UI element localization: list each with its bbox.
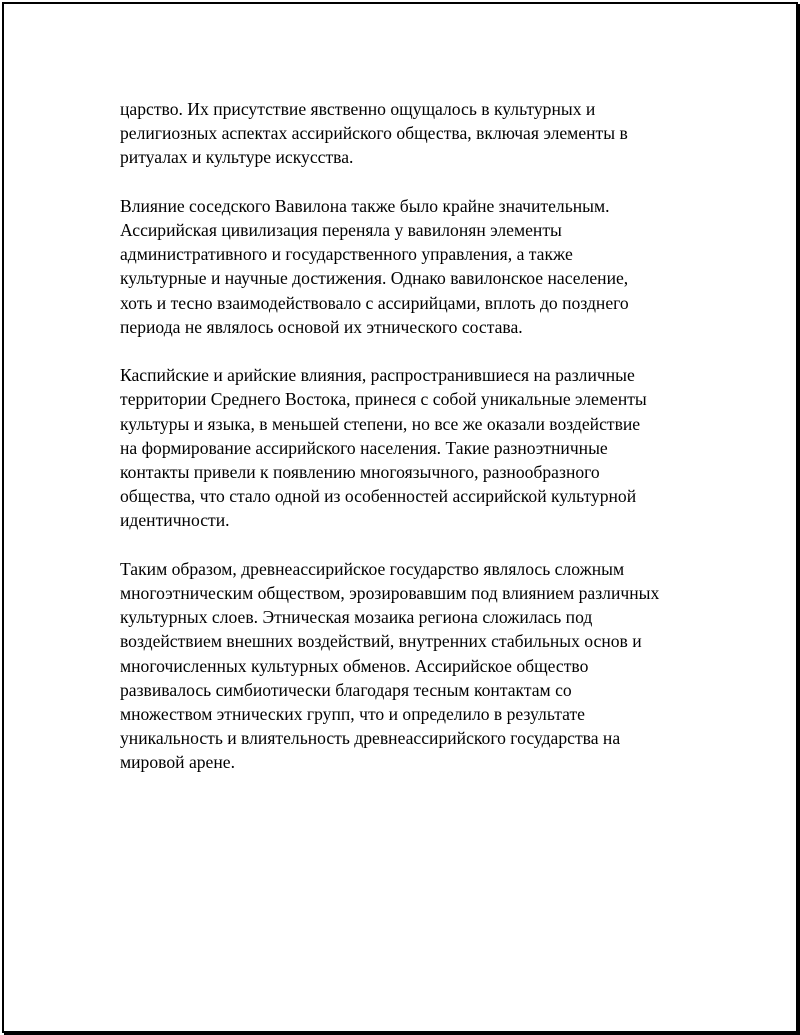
text-line: уникальность и влиятельность древнеассирийского государства на <box>120 728 621 749</box>
text-line: множеством этнических групп, что и определило в результате <box>120 704 585 725</box>
text-line: на формирование ассирийского населения. Такие разноэтничные <box>120 437 608 458</box>
text-line: Влияние соседского Вавилона также было крайне значительным. <box>120 195 610 216</box>
text-line: культурные и научные достижения. Однако вавилонское население, <box>120 268 629 289</box>
text-line: общества, что стало одной из особенностей ассирийской культурной <box>120 486 637 507</box>
paragraph-2 <box>120 194 700 339</box>
document-body <box>120 97 700 799</box>
text-line: Ассирийская цивилизация переняла у вавилонян элементы <box>120 220 562 240</box>
document-page <box>2 2 798 1033</box>
text-line: воздействием внешних воздействий, внутренних стабильных основ и <box>120 631 642 652</box>
text-line: контакты привели к появлению многоязычного, разнообразного <box>120 462 600 483</box>
text-line: Таким образом, древнеассирийское государство являлось сложным <box>120 558 625 579</box>
text-line: ритуалах и культуре искусства. <box>120 147 354 168</box>
text-line: периода не являлось основой их этнического состава. <box>120 316 523 337</box>
paragraph-1 <box>120 97 700 170</box>
text-line: многоэтническим обществом, эрозировавшим под влиянием различных <box>120 583 660 604</box>
text-line: царство. Их присутствие явственно ощущалось в культурных и <box>120 99 596 119</box>
text-line: культуры и языка, в меньшей степени, но все же оказали воздействие <box>120 413 641 434</box>
text-line: Каспийские и арийские влияния, распространившиеся на различные <box>120 365 635 386</box>
text-line: религиозных аспектах ассирийского общества, включая элементы в <box>120 123 628 144</box>
text-line: хоть и тесно взаимодействовало с ассирийцами, вплоть до позднего <box>120 292 629 313</box>
text-line: административного и государственного управления, а также <box>120 244 573 265</box>
paragraph-4 <box>120 557 700 775</box>
text-line: идентичности. <box>120 510 230 531</box>
text-line: многочисленных культурных обменов. Ассирийское общество <box>120 655 589 676</box>
text-line: культурных слоев. Этническая мозаика региона сложилась под <box>120 607 593 628</box>
paragraph-3 <box>120 363 700 532</box>
text-line: мировой арене. <box>120 752 235 773</box>
text-line: территории Среднего Востока, принеся с собой уникальные элементы <box>120 389 647 410</box>
text-line: развивалось симбиотически благодаря тесным контактам со <box>120 679 572 700</box>
